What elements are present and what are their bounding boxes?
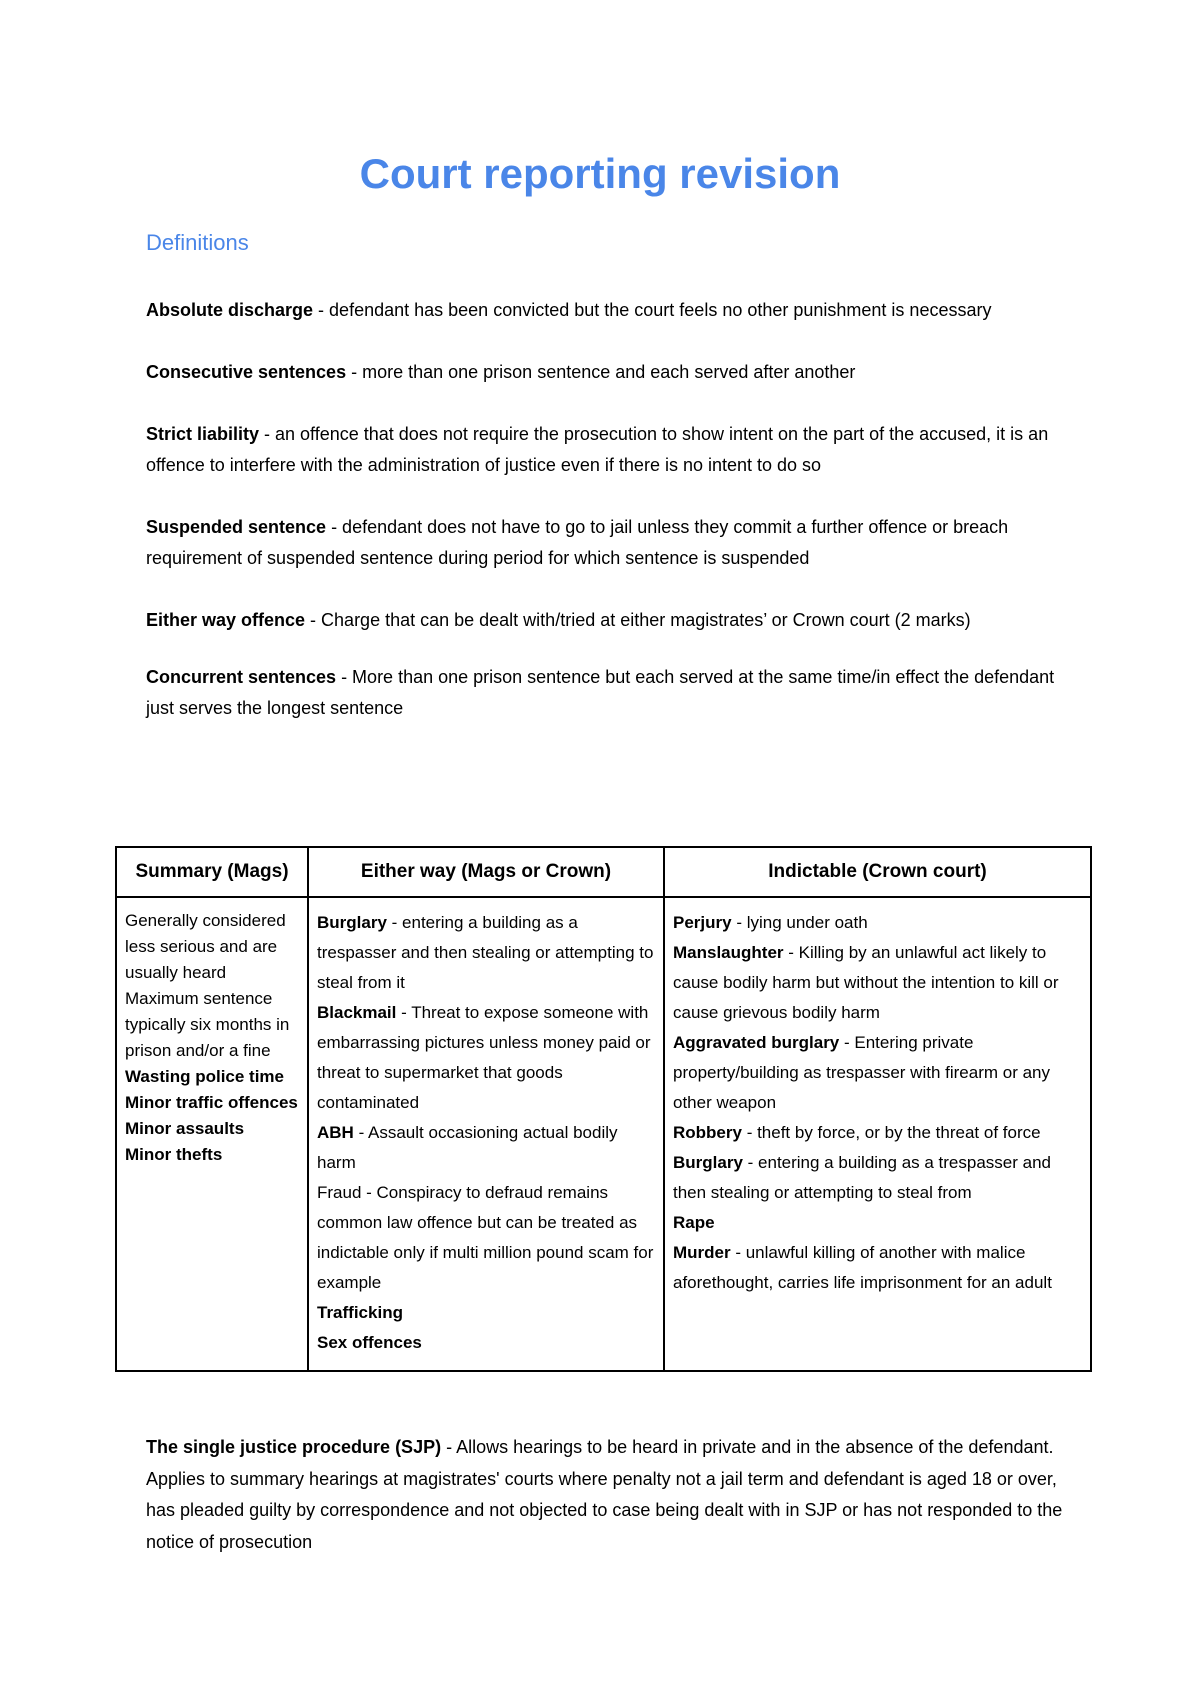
summary-item: Minor assaults <box>125 1119 245 1138</box>
definition-term: Consecutive sentences <box>146 362 347 382</box>
definition-term: Absolute discharge <box>146 300 314 320</box>
indictable-item <box>673 1208 1082 1238</box>
offence-term: Burglary <box>673 1153 743 1172</box>
definition-item <box>146 419 1076 481</box>
offence-text: - Assault occasioning actual bodily harm <box>317 1123 618 1172</box>
definition-term: Strict liability <box>146 424 260 444</box>
summary-cell <box>116 897 308 1371</box>
summary-intro: Generally considered less serious and are usually heard <box>125 911 286 982</box>
offence-term: Burglary <box>317 913 387 932</box>
definitions-list <box>146 295 1076 755</box>
definition-text: - Charge that can be dealt with/tried at either magistrates’ or Crown court (2 marks) <box>305 610 971 630</box>
table-row <box>116 897 1091 1371</box>
definition-text: - an offence that does not require the prosecution to show intent on the part of the accused, it is an offence to interfere with the administration of justice even if there is no intent to do so <box>146 424 1049 475</box>
indictable-item <box>673 1028 1082 1118</box>
offence-term: ABH <box>317 1123 354 1142</box>
either-way-item <box>317 1298 655 1328</box>
offence-term: Blackmail <box>317 1003 397 1022</box>
definition-text: - more than one prison sentence and each served after another <box>346 362 856 382</box>
offence-term: Trafficking <box>317 1303 403 1322</box>
definition-text: - More than one prison sentence but each served at the same time/in effect the defendant just serves the longest sentence <box>146 667 1055 718</box>
sjp-term: The single justice procedure (SJP) <box>146 1437 442 1457</box>
offence-term: Murder <box>673 1243 731 1262</box>
table-header-row <box>116 847 1091 897</box>
definition-item <box>146 295 1076 326</box>
indictable-item <box>673 908 1082 938</box>
offence-term: Rape <box>673 1213 715 1232</box>
definition-item <box>146 357 1076 388</box>
offence-text: - unlawful killing of another with malice aforethought, carries life imprisonment for an adult <box>673 1243 1052 1292</box>
sjp-text: - Allows hearings to be heard in private and in the absence of the defendant. Applies to summary hearings at magistrates' courts where penalty not a jail term and defendant is aged 18 or over, has pleaded guilty by correspondence and not objected to case being dealt with in SJP or has not responded to the notice of prosecution <box>146 1437 1063 1552</box>
offence-text: - Killing by an unlawful act likely to cause bodily harm but without the intention to kill or cause grievous bodily harm <box>673 943 1059 1022</box>
offence-text: - entering a building as a trespasser and then stealing or attempting to steal from it <box>317 913 654 992</box>
offence-text: - entering a building as a trespasser and then stealing or attempting to steal from <box>673 1153 1051 1202</box>
offence-text: - lying under oath <box>731 913 868 932</box>
either-way-item <box>317 908 655 998</box>
either-way-item <box>317 1328 655 1358</box>
indictable-item <box>673 1148 1082 1208</box>
either-way-cell <box>308 897 664 1371</box>
court-types-table <box>115 846 1092 1372</box>
offence-text: - theft by force, or by the threat of force <box>741 1123 1041 1142</box>
definition-term: Suspended sentence <box>146 517 327 537</box>
definition-term: Either way offence <box>146 610 306 630</box>
offence-term: Robbery <box>673 1123 742 1142</box>
summary-item: Minor traffic offences <box>125 1093 298 1112</box>
summary-item: Minor thefts <box>125 1145 223 1164</box>
offence-term: Manslaughter <box>673 943 784 962</box>
definition-text: - defendant has been convicted but the court feels no other punishment is necessary <box>313 300 992 320</box>
definitions-heading: Definitions <box>146 230 249 255</box>
either-way-item <box>317 1118 655 1178</box>
page-title: Court reporting revision <box>359 150 841 197</box>
header-indictable: Indictable (Crown court) <box>664 847 1091 897</box>
definition-item <box>146 605 1076 636</box>
indictable-cell <box>664 897 1091 1371</box>
indictable-item <box>673 1118 1082 1148</box>
sjp-paragraph <box>146 1432 1076 1558</box>
definition-term: Concurrent sentences <box>146 667 337 687</box>
offence-text: - Entering private property/building as trespasser with firearm or any other weapon <box>673 1033 1050 1112</box>
summary-item: Wasting police time <box>125 1067 285 1086</box>
summary-max-sentence: Maximum sentence typically six months in prison and/or a fine <box>125 989 290 1060</box>
offence-text: - Threat to expose someone with embarrassing pictures unless money paid or threat to supermarket that goods contaminated <box>317 1003 651 1112</box>
definition-text: - defendant does not have to go to jail unless they commit a further offence or breach requirement of suspended sentence during period for which sentence is suspended <box>146 517 1009 568</box>
definition-item <box>146 512 1076 574</box>
offence-term: Perjury <box>673 913 732 932</box>
indictable-item <box>673 1238 1082 1298</box>
offence-text: Fraud - Conspiracy to defraud remains common law offence but can be treated as indictable only if multi million pound scam for example <box>317 1183 654 1292</box>
definition-item <box>146 662 1076 724</box>
indictable-item <box>673 938 1082 1028</box>
either-way-item <box>317 998 655 1118</box>
either-way-item <box>317 1178 655 1298</box>
offence-term: Aggravated burglary <box>673 1033 840 1052</box>
offence-term: Sex offences <box>317 1333 422 1352</box>
header-summary: Summary (Mags) <box>116 847 308 897</box>
header-either-way: Either way (Mags or Crown) <box>308 847 664 897</box>
